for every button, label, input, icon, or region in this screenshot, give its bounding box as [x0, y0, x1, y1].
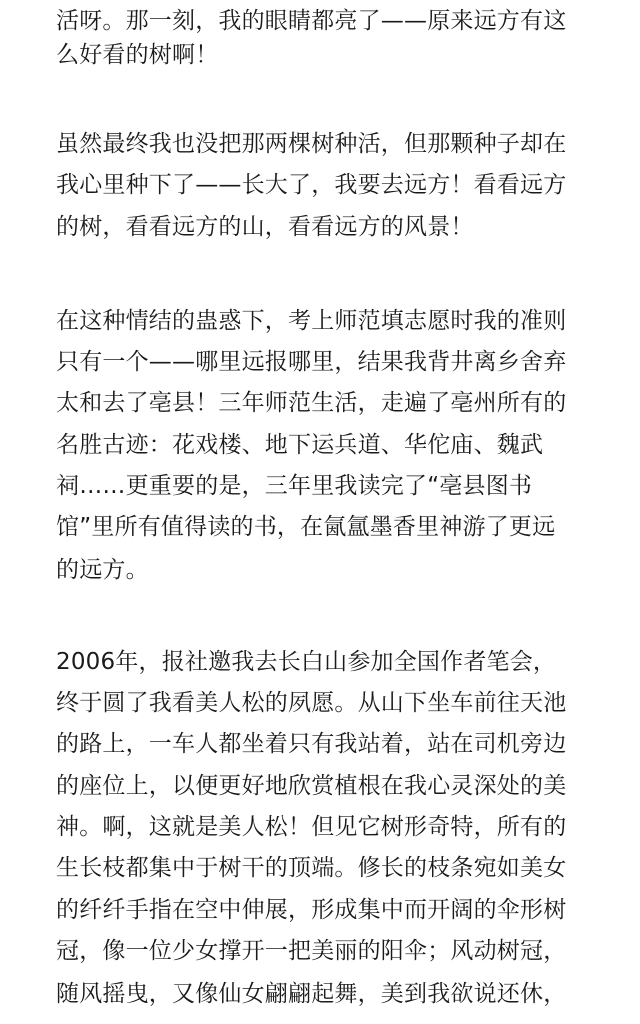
paragraph-2-line-1: 虽然最终我也没把那两棵树种活，但那颗种子却在 [56, 131, 567, 157]
paragraph-3-line-5: 祠……更重要的是，三年里我读完了“亳县图书 [56, 473, 533, 499]
paragraph-3-line-6: 馆”里所有值得读的书，在氤氲墨香里神游了更远 [56, 514, 556, 540]
paragraph-4-line-6: 生长枝都集中于树干的顶端。修长的枝条宛如美女 [56, 855, 567, 881]
paragraph-4-line-3: 的路上，一车人都坐着只有我站着，站在司机旁边 [56, 731, 567, 757]
paragraph-4-line-2: 终于圆了我看美人松的夙愿。从山下坐车前往天池 [56, 690, 567, 716]
paragraph-1-line-1: 活呀。那一刻，我的眼睛都亮了——原来远方有这 [56, 8, 567, 34]
paragraph-4-line-9: 随风摇曳，又像仙女翩翩起舞，美到我欲说还休， [56, 981, 567, 1007]
paragraph-4-line-4: 的座位上，以便更好地欣赏植根在我心灵深处的美 [56, 773, 567, 799]
paragraph-4-line-1: 2006年，报社邀我去长白山参加全国作者笔会， [56, 649, 557, 675]
paragraph-3-line-7: 的远方。 [56, 557, 149, 583]
paragraph-4-line-7: 的纤纤手指在空中伸展，形成集中而开阔的伞形树 [56, 897, 567, 923]
paragraph-4-line-5: 神。啊，这就是美人松！但见它树形奇特，所有的 [56, 814, 567, 840]
paragraph-3-line-1: 在这种情结的蛊惑下，考上师范填志愿时我的准则 [56, 308, 567, 334]
paragraph-4-line-8: 冠，像一位少女撑开一把美丽的阳伞；风动树冠， [56, 938, 567, 964]
paragraph-3-line-2: 只有一个——哪里远报哪里，结果我背井离乡舍弃 [56, 349, 567, 375]
paragraph-2-line-2: 我心里种下了——长大了，我要去远方！看看远方 [56, 172, 567, 198]
paragraph-2-line-3: 的树，看看远方的山，看看远方的风景！ [56, 214, 474, 240]
paragraph-3-line-4: 名胜古迹：花戏楼、地下运兵道、华佗庙、魏武 [56, 432, 544, 458]
paragraph-3-line-3: 太和去了亳县！三年师范生活，走遍了亳州所有的 [56, 390, 567, 416]
paragraph-1-line-2: 么好看的树啊！ [56, 42, 219, 68]
